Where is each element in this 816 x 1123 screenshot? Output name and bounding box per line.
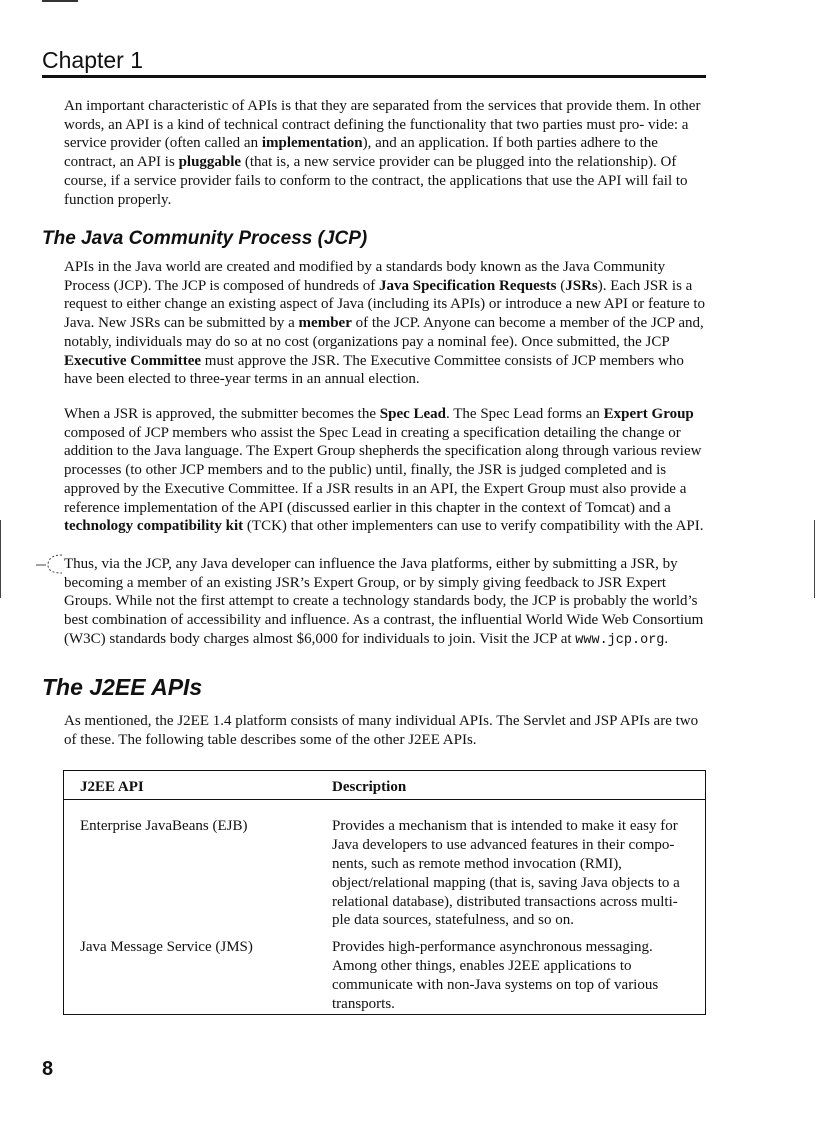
term-pluggable: pluggable <box>178 154 242 171</box>
term-executive-committee: Executive Committee <box>64 352 202 369</box>
jcp-paragraph-1 <box>64 258 707 389</box>
jcp-paragraph-2 <box>64 405 707 536</box>
column-header-api: J2EE API <box>64 771 332 799</box>
heading-jcp: The Java Community Process (JCP) <box>42 228 368 249</box>
text-run: ), and an application. If both parties adhere to the contract, an API is <box>64 135 658 171</box>
term-expert-group: Expert Group <box>603 406 694 422</box>
text-run: APIs in the Java world are created and modified by a standards body known as the Java Community Process (JCP). The JCP is composed of hundreds of <box>64 259 666 294</box>
text-run: ( <box>556 277 566 294</box>
right-edge-mark <box>814 520 815 598</box>
left-edge-mark <box>0 520 1 598</box>
text-run: (that is, a new service provider can be plugged into the relationship). Of course, if a service provider fails to conform to the contract, the applications that use the API will fail to function properly. <box>64 154 688 208</box>
text-run: Thus, via the JCP, any Java developer can influence the Java platforms, either by submitting a JSR, by becoming a member of an existing JSR’s Expert Group, or by simply giving feedback to JSR Expert Groups. While not the first attempt to create a technology standards body, the JCP is probably the world’s best combination of accessibility and influence. As a contrast, the influential World Wide Web Consortium (W3C) standards body charges almost $6,000 for individuals to join. Visit the JCP at <box>64 556 704 647</box>
term-jsr-full: Java Specification Requests <box>379 277 557 294</box>
top-rule <box>42 0 78 2</box>
text-run: of the JCP. Anyone can become a member of the JCP and, notably, individuals may do so at no cost (organizations pay a nominal fee). Once submitted, the JCP <box>64 315 704 350</box>
jcp-url-link[interactable]: www.jcp.org <box>575 632 665 648</box>
jcp-paragraph-3 <box>64 555 707 651</box>
api-table <box>63 770 706 1015</box>
chapter-header: Chapter 1 <box>42 46 706 78</box>
heading-j2ee-apis: The J2EE APIs <box>42 674 203 700</box>
api-description-cell: Provides a mechanism that is intended to make it easy for Java developers to use advanced features in their compo- nents, such as remote method invocation (RMI), object/relational mapping (that is, saving Java objects to a relational database), distributed transactions across multi- ple data sources, statefulness, and so on. <box>332 817 680 929</box>
term-tck: technology compatibility kit <box>64 518 244 535</box>
text-run: ). Each JSR is a request to either change an existing aspect of Java (including its APIs) or introduce a new API or feature to Java. New JSRs can be submitted by a <box>64 277 706 332</box>
api-name-cell: Java Message Service (JMS) <box>80 939 253 956</box>
text-run: . <box>664 630 669 647</box>
text-run: must approve the JSR. The Executive Committee consists of JCP members who have been elected to three-year terms in an annual election. <box>64 352 684 388</box>
j2ee-paragraph: As mentioned, the J2EE 1.4 platform consists of many individual APIs. The Servlet and JSP APIs are two of these. The following table describes some of the other J2EE APIs. <box>64 713 699 748</box>
api-description-cell: Provides high-performance asynchronous messaging. Among other things, enables J2EE applications to communicate with non-Java systems on top of various transports. <box>332 939 659 1013</box>
text-run: (TCK) that other implementers can use to verify compatibility with the API. <box>243 518 704 535</box>
page-number: 8 <box>42 1058 54 1080</box>
api-name-cell: Enterprise JavaBeans (EJB) <box>80 817 248 834</box>
intro-paragraph <box>64 97 707 209</box>
table-row <box>64 799 705 930</box>
text-run: . The Spec Lead forms an <box>446 406 604 422</box>
term-implementation: implementation <box>261 135 363 152</box>
text-run: An important characteristic of APIs is that they are separated from the services that provide them. In other words, an API is a kind of technical contract defining the functionality that two parties must pro- vide: a service provider (often called an <box>64 98 701 152</box>
term-member: member <box>298 315 352 332</box>
table-row <box>64 930 705 1014</box>
column-header-description: Description <box>332 771 705 799</box>
term-spec-lead: Spec Lead <box>379 406 447 422</box>
margin-mark-icon <box>36 553 66 575</box>
text-run: composed of JCP members who assist the Spec Lead in creating a specification detailing the change or addition to the Java language. The Expert Group shepherds the specification along through various review processes (to other JCP members and to the public) until, finally, the JSR is judged completed and is approved by the Executive Committee. If a JSR results in an API, the Expert Group must also provide a reference implementation of the API (discussed earlier in this chapter in the context of Tomcat) and a <box>64 424 702 516</box>
api-table-grid <box>64 771 705 1014</box>
term-jsrs: JSRs <box>565 277 598 294</box>
table-header-row <box>64 771 705 799</box>
text-run: When a JSR is approved, the submitter becomes the <box>64 406 380 422</box>
